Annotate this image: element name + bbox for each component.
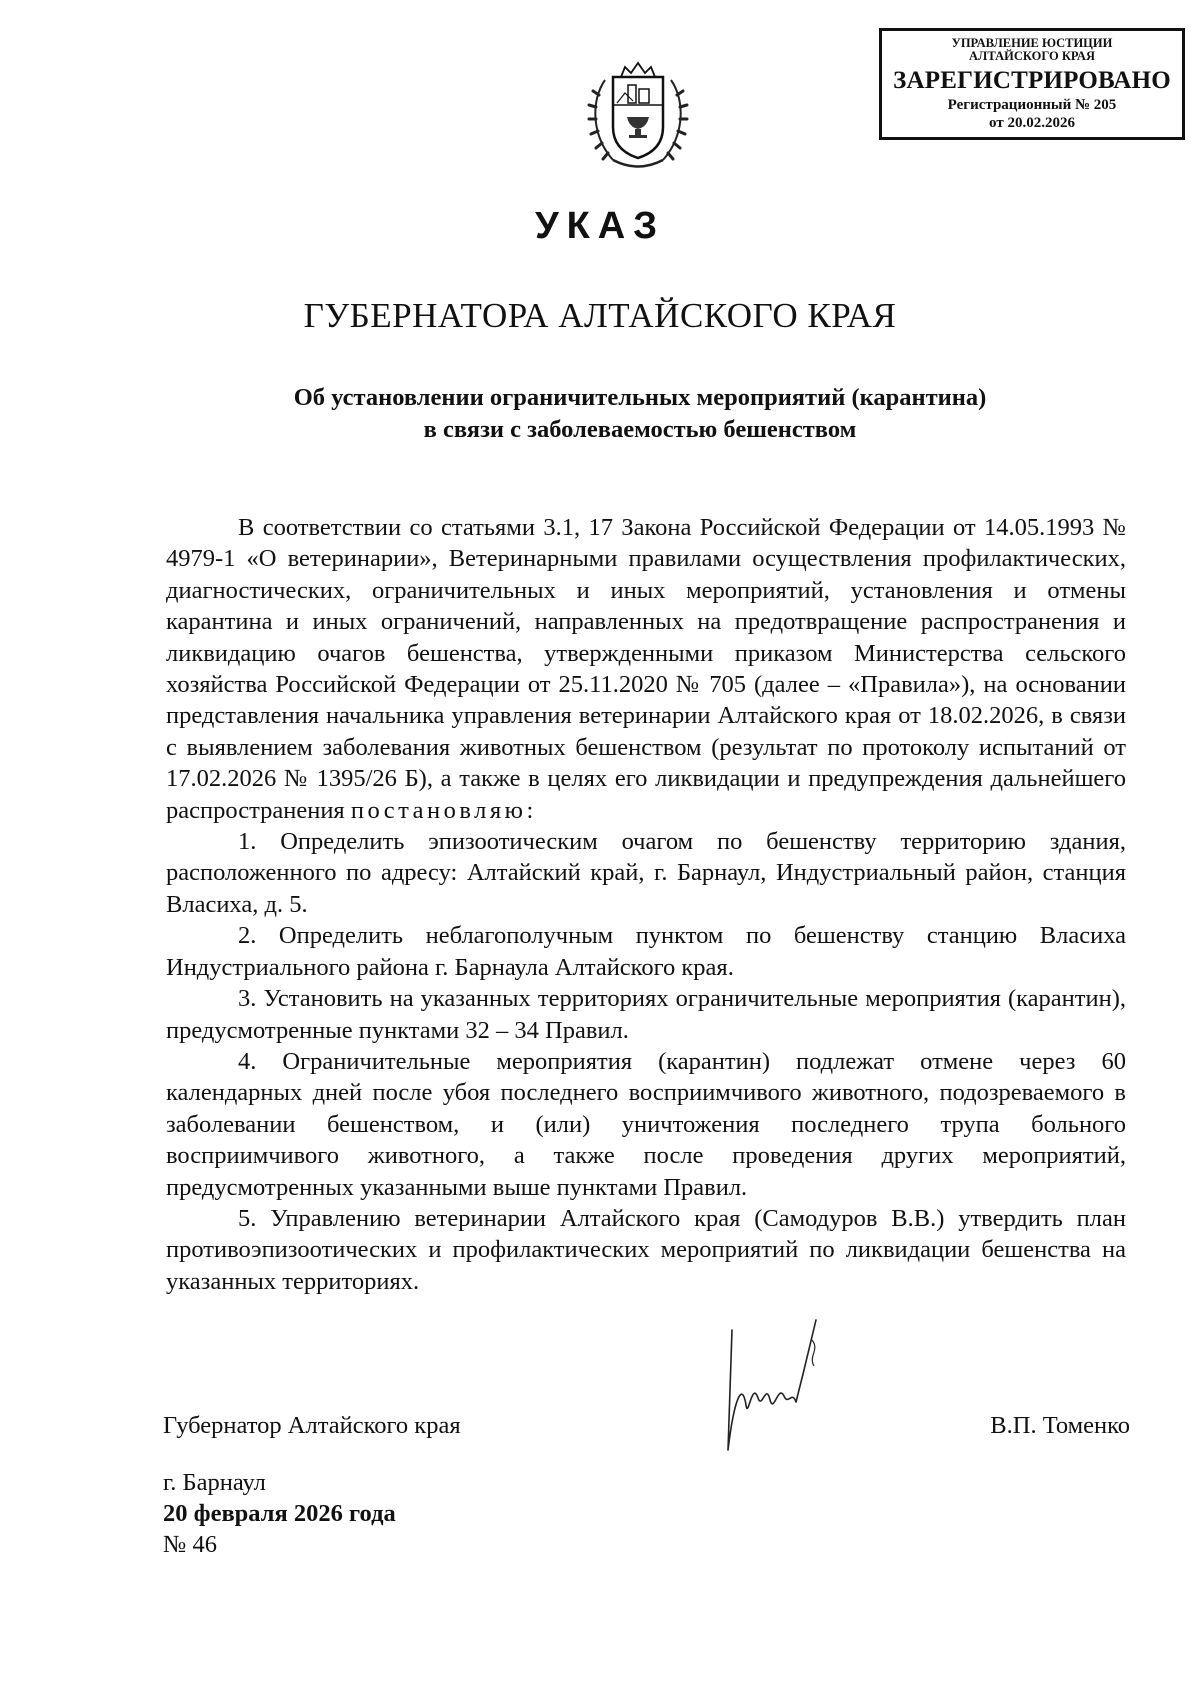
document-subject — [160, 382, 1120, 446]
preamble-text: В соответствии со статьями 3.1, 17 Закона Российской Федерации от 14.05.1993 № 4979-1 «О ветеринарии», Ветеринарными правилами осуществления профилактических, диагностических, ограничительных и иных мероприятий, установления и отмены карантина и иных ограничений, направленных на предотвращение распространения и ликвидацию очагов бешенства, утвержденными приказом Министерства сельского хозяйства Российской Федерации от 25.11.2020 № 705 (далее – «Правила»), на основании представления начальника управления ветеринарии Алтайского края от 18.02.2026, в связи с выявлением заболевания животных бешенством (результат по протоколу испытаний от 17.02.2026 № 1395/26 Б), а также в целях его ликвидации и предупреждения дальнейшего распространения — [166, 514, 1126, 824]
document-number: № 46 — [163, 1531, 218, 1558]
stamp-authority: УПРАВЛЕНИЕ ЮСТИЦИИ — [951, 36, 1113, 50]
document-issuer: ГУБЕРНАТОРА АЛТАЙСКОГО КРАЯ — [303, 296, 897, 335]
body-item: 2. Определить неблагополучным пунктом по бешенству станцию Власиха Индустриального района г. Барнаула Алтайского края. — [166, 922, 1126, 981]
body-paragraph — [166, 512, 1126, 826]
body-item: 4. Ограничительные мероприятия (карантин) подлежат отмене через 60 календарных дней после убоя последнего восприимчивого животного, подозреваемого в заболевании бешенством, и (или) уничтожения последнего трупа больного восприимчивого животного, а также после проведения других мероприятий, предусмотренных указанными выше пунктами Правил. — [166, 1047, 1126, 1201]
document-body — [166, 512, 1126, 1297]
document-type-title: УКАЗ — [534, 205, 666, 247]
stamp-reg-date: от 20.02.2026 — [989, 115, 1075, 131]
stamp-reg-number: Регистрационный № 205 — [947, 97, 1117, 113]
registration-stamp — [879, 28, 1185, 140]
decree-word: постановляю: — [350, 796, 537, 824]
stamp-region: АЛТАЙСКОГО КРАЯ — [969, 49, 1095, 63]
signatory-name: В.П. Томенко — [990, 1412, 1130, 1439]
coat-of-arms-icon — [583, 55, 693, 175]
subject-line-1: Об установлении ограничительных мероприятий (карантина) — [293, 384, 987, 411]
body-item: 1. Определить эпизоотическим очагом по бешенству территорию здания, расположенного по адресу: Алтайский край, г. Барнаул, Индустриальный район, станция Власиха, д. 5. — [166, 828, 1126, 918]
issue-city: г. Барнаул — [163, 1469, 266, 1496]
document-footer — [163, 1467, 396, 1560]
subject-line-2: в связи с заболеваемостью бешенством — [423, 416, 857, 443]
stamp-status: ЗАРЕГИСТРИРОВАНО — [893, 67, 1171, 94]
issue-date: 20 февраля 2026 года — [163, 1500, 396, 1527]
handwritten-signature-icon — [712, 1310, 832, 1460]
body-item: 3. Установить на указанных территориях ограничительные мероприятия (карантин), предусмотренные пунктами 32 – 34 Правил. — [166, 985, 1126, 1044]
body-item: 5. Управлению ветеринарии Алтайского края (Самодуров В.В.) утвердить план противоэпизоотических и профилактических мероприятий по ликвидации бешенства на указанных территориях. — [166, 1204, 1126, 1295]
signatory-position: Губернатор Алтайского края — [163, 1412, 461, 1439]
